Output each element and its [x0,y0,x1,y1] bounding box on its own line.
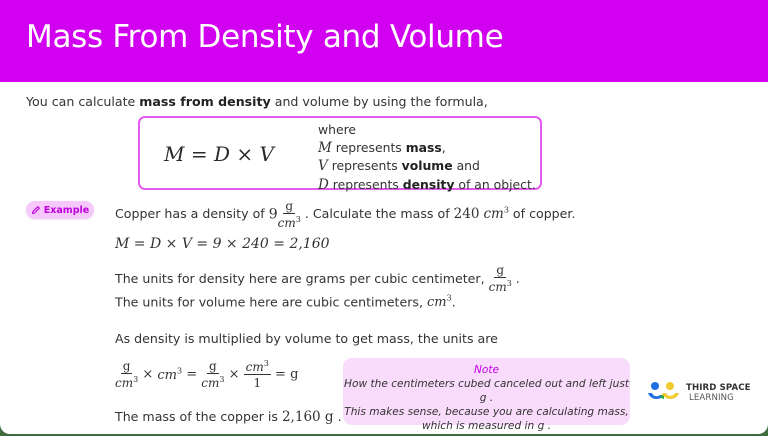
intro-before: You can calculate [26,94,140,109]
multiplication-explanation: As density is multiplied by volume to get mass, the units are [115,331,498,346]
note-title: Note [473,364,500,376]
density-units-line: The units for density here are grams per cubic centimeter, $\frac{g}{cm^3}$ . [115,263,520,294]
header-banner [0,0,768,82]
volume-units-line: The units for volume here are cubic centimeters, $cm^3$. [115,294,456,311]
calculation-line: M = D × V = 9 × 240 = 2,160 [115,236,330,252]
note-line-2: This makes sense, because you are calculating mass, [344,406,629,418]
intro-bold: mass from density [139,94,271,109]
example-badge [26,201,94,219]
formula-definitions [318,121,536,194]
logo-mark-icon [646,381,682,407]
formula-main: M = D × V [164,142,274,166]
formula-box [138,116,542,193]
note-line-3: which is measured in g . [421,420,552,432]
definition-volume: V represents volume and [318,158,480,174]
logo-text: THIRD SPACE LEARNING [686,383,751,403]
third-space-learning-logo [646,381,756,407]
unit-equation: $\frac{g}{cm^3}$ × $cm^3$ = $\frac{g}{cm^3}$ × $\frac{cm^3}{1}$ = g [115,359,299,390]
definition-mass: M represents mass, [318,139,446,156]
pencil-icon [31,205,41,215]
page-title: Mass From Density and Volume [26,19,504,55]
example-label: Example [43,204,90,216]
where-label: where [318,122,357,137]
answer-line: The mass of the copper is 2,160 g . [115,409,342,425]
example-question: Copper has a density of 9 $\frac{g}{cm^3}$ . Calculate the mass of 240 $cm^3$ of copper. [115,199,576,230]
intro-text [26,94,488,109]
density-units-fraction: $\frac{g}{cm^3}$ [488,263,512,294]
note-box [343,358,630,432]
density-value: 9 [268,206,278,223]
definition-density: D represents density of an object. [318,176,536,193]
answer-value: 2,160 g [281,409,334,425]
note-line-1: How the centimeters cubed canceled out and left just g . [344,378,629,404]
intro-after: and volume by using the formula, [270,94,488,109]
density-unit-fraction: $\frac{g}{cm^3}$ [277,199,301,230]
volume-value: 240 [453,206,480,222]
